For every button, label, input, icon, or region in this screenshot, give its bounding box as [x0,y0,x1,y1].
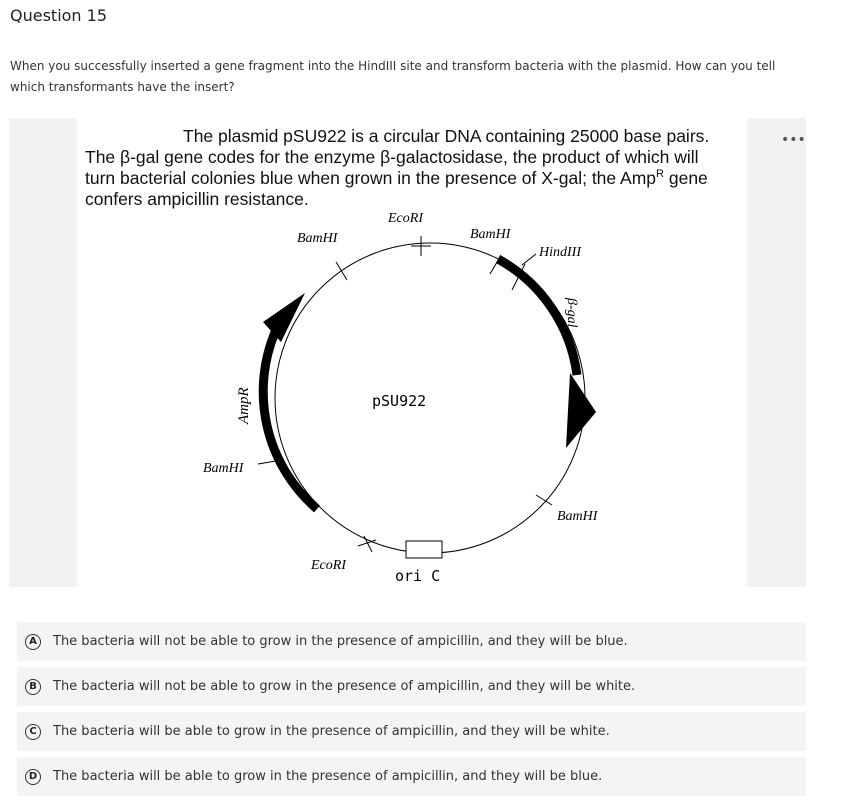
caption-sup: R [656,168,664,180]
option-text-c: The bacteria will be able to grow in the presence of ampicillin, and they will be white. [53,724,610,739]
option-letter-c: C [25,724,41,740]
bamhi-top-right-tick [490,257,500,274]
caption-line-3-text: turn bacterial colonies blue when grown in the presence of X-gal; the Amp [85,168,657,188]
caption-line-4: confers ampicillin resistance. [85,189,309,209]
caption-line-2: The β-gal gene codes for the enzyme β-galactosidase, the product of which will [85,147,699,167]
ori-box [406,541,442,558]
answer-option-b[interactable] [17,667,806,706]
question-title: Question 15 [10,6,108,25]
ecori-top-label: EcoRI [388,211,423,226]
answer-option-d[interactable] [17,757,806,796]
caption-line-1: The plasmid pSU922 is a circular DNA containing 25000 base pairs. [183,126,710,146]
option-text-d: The bacteria will be able to grow in the presence of ampicillin, and they will be blue. [53,769,603,784]
bamhi-bottom-right-label: BamHI [557,509,598,524]
ecori-bottom-label: EcoRI [311,558,346,573]
bamhi-left-label: BamHI [203,461,244,476]
option-text-b: The bacteria will not be able to grow in the presence of ampicillin, and they will be white. [53,679,636,694]
bamhi-top-left-tick [336,262,347,280]
plasmid-name-label: pSU922 [372,392,427,410]
answer-option-a[interactable] [17,622,806,661]
ampr-label: AmpR [236,387,252,424]
beta-gal-arrowhead [566,373,596,448]
answer-option-c[interactable] [17,712,806,751]
ori-label: ori C [395,567,441,585]
bamhi-top-left-label: BamHI [297,231,338,246]
ampr-arc [263,330,317,509]
option-letter-b: B [25,679,41,695]
option-letter-d: D [25,769,41,785]
more-options-icon[interactable]: ••• [781,132,806,148]
question-text: When you successfully inserted a gene fragment into the HindIII site and transform bacteria with the plasmid. How can you tell which transformants have the insert? [10,59,776,94]
option-letter-a: A [25,634,41,650]
beta-gal-label: β-gal [564,298,579,328]
bamhi-top-right-label: BamHI [470,227,511,242]
option-text-a: The bacteria will not be able to grow in the presence of ampicillin, and they will be blue. [53,634,628,649]
caption-line-3-tail: gene [664,168,708,188]
hindiii-leader [522,254,536,265]
hindiii-label: HindIII [539,245,581,260]
